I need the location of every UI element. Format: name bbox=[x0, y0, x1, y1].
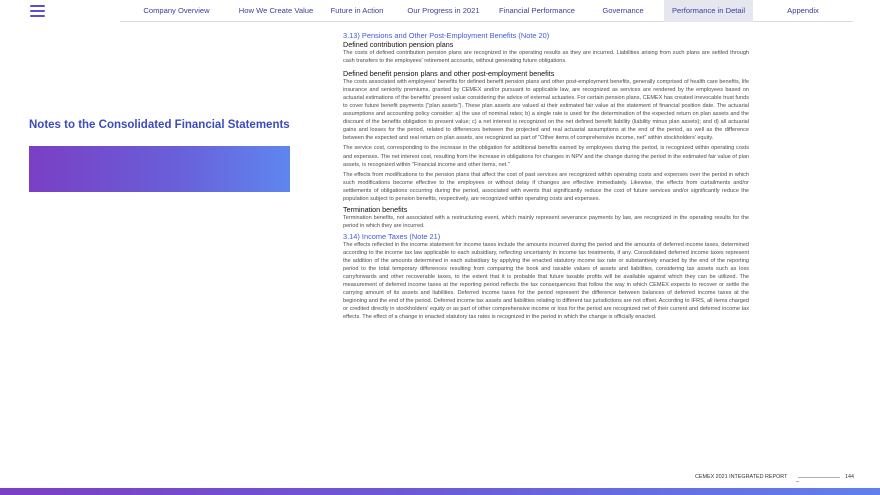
page-number: 144 bbox=[845, 474, 854, 480]
nav-item-governance[interactable]: Governance bbox=[602, 6, 644, 15]
menu-icon-line bbox=[30, 10, 45, 12]
section-title: Notes to the Consolidated Financial Statements bbox=[29, 119, 290, 131]
nav-item-our-progress[interactable]: Our Progress in 2021 bbox=[407, 6, 480, 15]
note-heading-pensions: 3.13) Pensions and Other Post-Employment Benefits (Note 20) bbox=[343, 31, 550, 40]
top-navigation bbox=[120, 0, 853, 22]
paragraph-income-taxes: The effects reflected in the income statement for income taxes include the amounts incurred during the period and the amounts of deferred income taxes, determined according to the income tax law applicable to each subsidiary, reflecting uncertainty in income tax treatments, if any. Consolidated deferred income taxes represent the addition of the amounts determined in each subsidiary by applying the enacted statutory income tax rate or substantively enacted by the end of the reporting period to the total temporary differences resulting from comparing the book and taxable values of assets and liabilities, considering tax assets such as loss carryforwards and other recoverable taxes, to the extent that it is probable that future taxable profits will be available against which they can be utilized. The measurement of deferred income taxes at the reporting period reflects the tax consequences that follow the way in which CEMEX expects to recover or settle the carrying amount of its assets and liabilities. Deferred income taxes for the period represent the difference between balances of deferred income taxes at the beginning and the end of the period. Deferred income tax assets and liabilities relating to different tax jurisdictions are not offset. According to IFRS, all items charged or credited directly in stockholders' equity or as part of other comprehensive income or loss for the period are recognized net of their current and deferred income tax effects. The effect of a change in enacted statutory tax rates is recognized in the period in which the change is officially enacted. bbox=[343, 241, 749, 321]
paragraph-defined-benefit-1: The costs associated with employees' benefits for defined benefit pension plans and other post-employment benefits, generally comprised of health care benefits, life insurance and seniority premiums, granted by CEMEX and/or pursuant to applicable law, are recognized as services are rendered by the employees based on actuarial estimations of the benefits' present value considering the advice of external actuaries. For certain pension plans, CEMEX has created irrevocable trust funds to cover future benefit payments ("plan assets"). These plan assets are valued at their estimated fair value at the statement of financial position date. The actuarial assumptions and accounting policy consider: a) the use of nominal rates; b) a single rate is used for the determination of the expected return on plan assets and the discount of the benefits obligation to present value; c) a net interest is recognized on the net defined benefit liability (liability minus plan assets); and d) all actuarial gains and losses for the period, related to differences between the projected and real actuarial assumptions at the end of the period, as well as the difference between the expected and real return on plan assets, are recognized as part of "Other items of comprehensive income, net" within stockholders' equity. bbox=[343, 79, 749, 142]
footer-report-name: CEMEX 2021 INTEGRATED REPORT bbox=[695, 474, 788, 480]
subheading-defined-contribution: Defined contribution pension plans bbox=[343, 40, 454, 49]
paragraph-defined-contribution: The costs of defined contribution pension plans are recognized in the operating results as they are incurred. Liabilities arising from such plans are settled through cash transfers to the employees' retirement accounts, without generating future obligations. bbox=[343, 50, 749, 65]
subheading-termination-benefits: Termination benefits bbox=[343, 204, 408, 214]
nav-item-company-overview[interactable]: Company Overview bbox=[143, 6, 210, 15]
menu-icon-line bbox=[30, 5, 45, 7]
note-heading-income-taxes: 3.14) Income Taxes (Note 21) bbox=[343, 231, 441, 241]
nav-item-future-in-action[interactable]: Future in Action bbox=[330, 6, 384, 15]
section-gradient-band bbox=[29, 146, 290, 192]
nav-item-how-we-create-value[interactable]: How We Create Value bbox=[238, 6, 314, 15]
document-body bbox=[343, 31, 749, 321]
nav-item-appendix[interactable]: Appendix bbox=[787, 6, 819, 15]
bottom-gradient-bar bbox=[0, 488, 880, 495]
nav-item-performance-in-detail[interactable]: Performance in Detail bbox=[664, 0, 753, 22]
footer-divider-mark bbox=[796, 481, 799, 482]
menu-icon[interactable] bbox=[30, 5, 45, 17]
footer-divider bbox=[798, 477, 840, 478]
paragraph-termination-benefits: Termination benefits, not associated with a restructuring event, which mainly represent severance payments by law, are recognized in the operating results for the period in which they are incurred. bbox=[343, 214, 749, 229]
nav-item-financial-performance[interactable]: Financial Performance bbox=[499, 6, 575, 15]
menu-icon-line bbox=[30, 15, 45, 17]
paragraph-defined-benefit-3: The effects from modifications to the pension plans that affect the cost of past services are recognized within operating costs and expenses over the period in which such modifications become effective to the employees or without delay if changes are effective immediately. Likewise, the effects from curtailments and/or settlements of obligations occurring during the period, associated with events that significantly reduce the cost of future services and/or significantly reduce the population subject to pension benefits, respectively, are recognized within operating costs and expenses. bbox=[343, 171, 749, 202]
paragraph-defined-benefit-2: The service cost, corresponding to the increase in the obligation for additional benefits earned by employees during the period, is recognized within operating costs and expenses. The net interest cost, resulting from the increase in obligations for changes in NPV and the change during the period in the estimated fair value of plan assets, is recognized within "Financial income and other items, net." bbox=[343, 145, 749, 168]
subheading-defined-benefit: Defined benefit pension plans and other post-employment benefits bbox=[343, 69, 555, 79]
